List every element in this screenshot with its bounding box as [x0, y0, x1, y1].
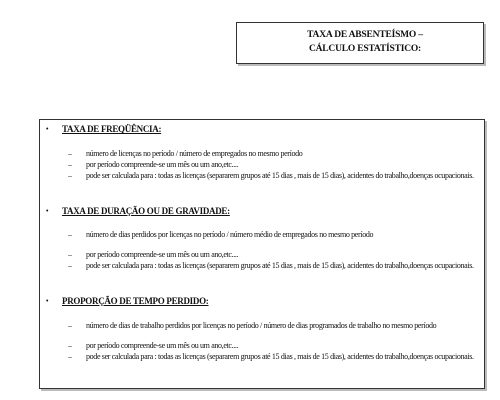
dash-icon: – — [68, 352, 72, 361]
list-item — [68, 150, 478, 159]
dash-icon: – — [68, 160, 72, 169]
dash-icon: – — [68, 171, 72, 180]
dash-icon: – — [68, 230, 72, 239]
dash-icon: – — [68, 149, 72, 158]
list-item — [68, 172, 478, 181]
content-box — [39, 119, 485, 389]
list-item-text: pode ser calculada para : todas as licenças (separarem grupos até 15 dias , mais de 15 dias), acidentes do trabalho,doenças ocupacionais. — [86, 171, 474, 180]
dash-icon: – — [68, 321, 72, 330]
list-item — [68, 251, 478, 260]
bullet-icon: • — [46, 125, 49, 133]
section-heading-duracao — [46, 206, 230, 217]
list-item — [68, 342, 478, 351]
section-heading-text: PROPORÇÃO DE TEMPO PERDIDO: — [62, 296, 209, 306]
list-item — [68, 322, 478, 331]
title-line-2: CÁLCULO ESTATÍSTICO: — [308, 44, 422, 54]
dash-icon: – — [68, 341, 72, 350]
list-item-text: número de dias de trabalho perdidos por licenças no período / número de dias programados de trabalho no mesmo período — [86, 321, 437, 330]
list-item-text: por período compreende-se um mês ou um ano,etc.... — [86, 160, 239, 169]
section-heading-proporcao — [46, 296, 208, 307]
list-item — [68, 231, 478, 240]
title-box — [236, 22, 484, 64]
section-heading-text: TAXA DE DURAÇÃO OU DE GRAVIDADE: — [62, 206, 230, 216]
list-item-text: por período compreende-se um mês ou um ano,etc.... — [86, 341, 239, 350]
list-item-text: pode ser calculada para : todas as licenças (separarem grupos até 15 dias , mais de 15 dias), acidentes do trabalho,doenças ocupacionais. — [86, 352, 474, 361]
list-item — [68, 353, 478, 362]
dash-icon: – — [68, 250, 72, 259]
dash-icon: – — [68, 261, 72, 270]
section-heading-frequencia — [46, 124, 161, 135]
list-item-text: número de licenças no período / número de empregados no mesmo período — [86, 149, 303, 158]
list-item-text: por período compreende-se um mês ou um ano,etc.... — [86, 250, 239, 259]
list-item-text: número de dias perdidos por licenças no período / número médio de empregados no mesmo período — [86, 230, 374, 239]
bullet-icon: • — [46, 297, 49, 305]
list-item — [68, 262, 478, 271]
section-heading-text: TAXA DE FREQÜÊNCIA: — [62, 124, 162, 134]
list-item-text: pode ser calculada para : todas as licenças (separarem grupos até 15 dias , mais de 15 dias), acidentes do trabalho,doenças ocupacionais. — [86, 261, 474, 270]
list-item — [68, 161, 478, 170]
bullet-icon: • — [46, 207, 49, 215]
title-line-1: TAXA DE ABSENTEÍSMO – — [307, 30, 423, 40]
